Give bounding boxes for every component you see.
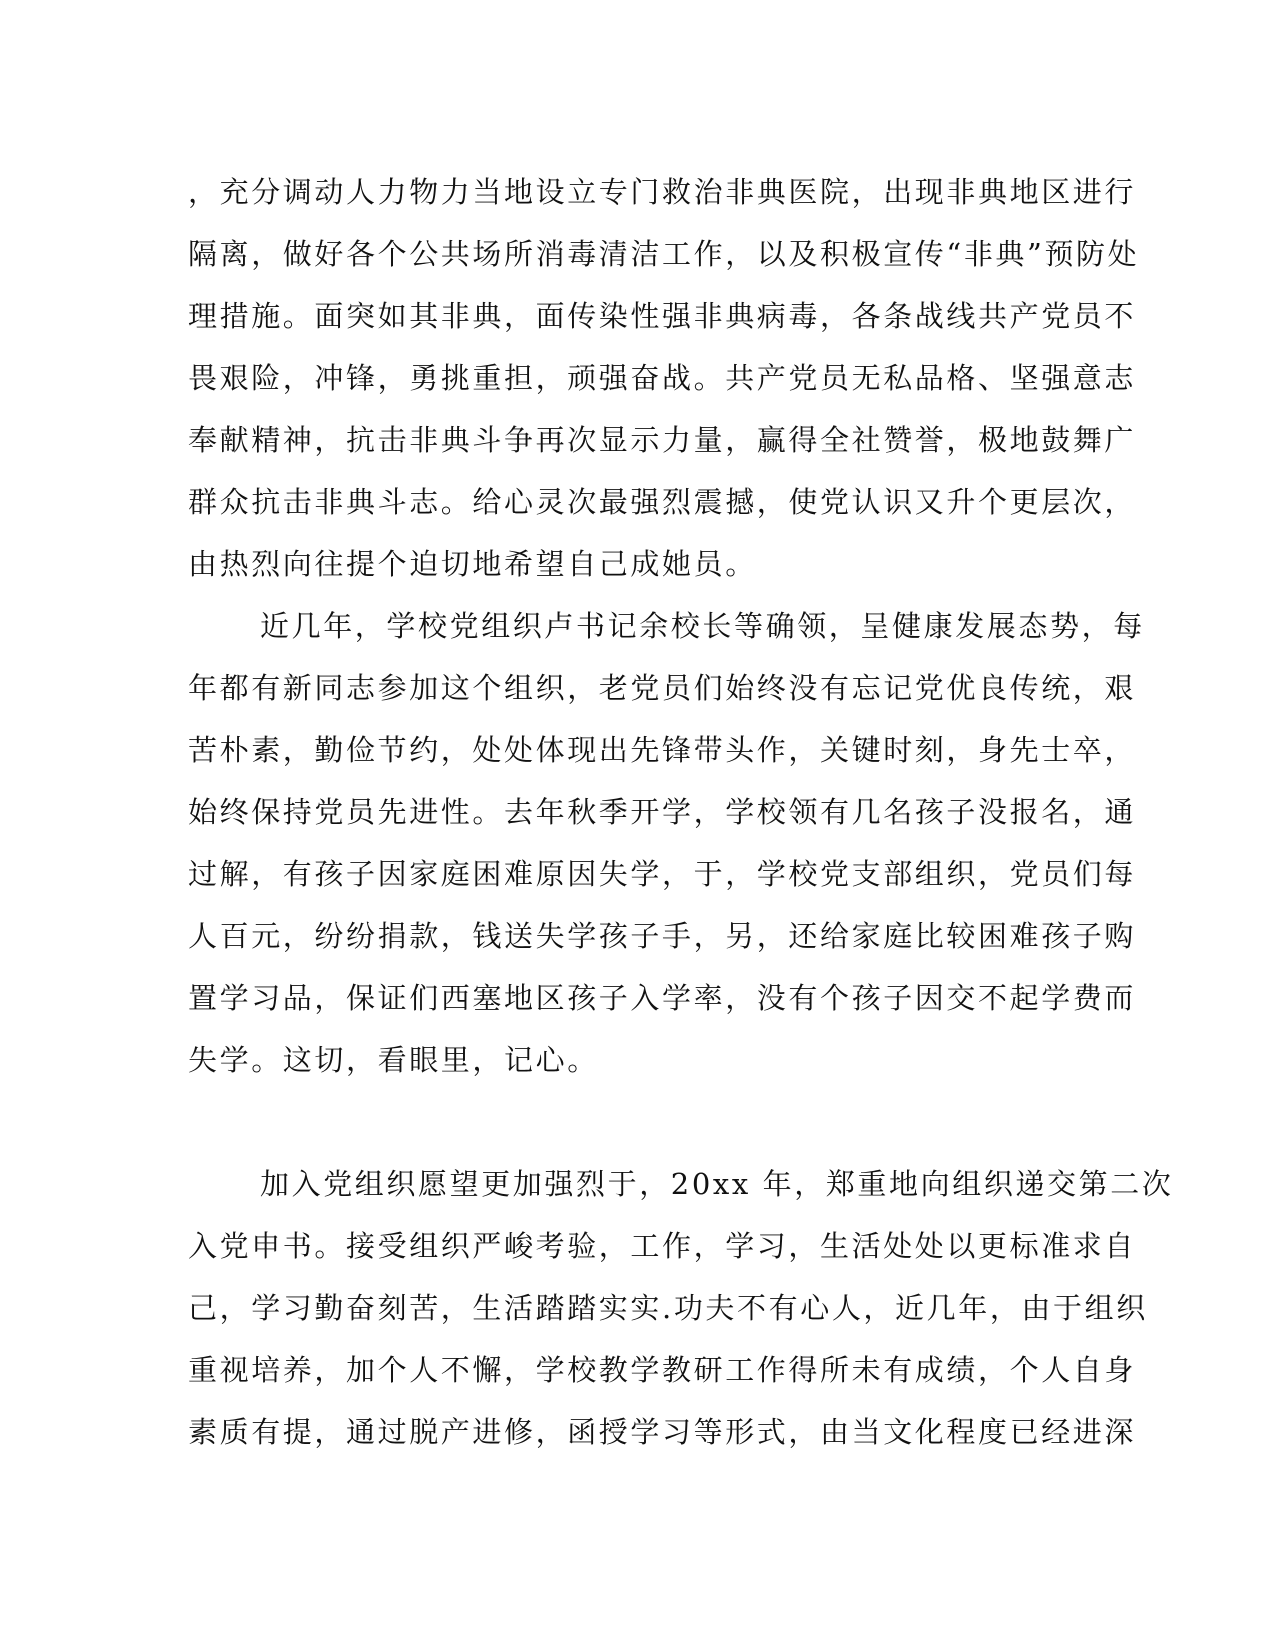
text-line	[188, 1091, 1088, 1153]
paragraph-3	[188, 1153, 1174, 1463]
text-line: 重视培养，加个人不懈，学校教学教研工作得所未有成绩，个人自身	[188, 1353, 1137, 1387]
text-line: 近几年，学校党组织卢书记余校长等确领，呈健康发展态势，每	[260, 609, 1145, 643]
text-line: 加入党组织愿望更加强烈于，20xx 年，郑重地向组织递交第二次	[260, 1167, 1174, 1201]
text-line: 人百元，纷纷捐款，钱送失学孩子手，另，还给家庭比较困难孩子购	[188, 919, 1137, 953]
paragraph-1	[188, 161, 1140, 595]
text-line: 年都有新同志参加这个组织，老党员们始终没有忘记党优良传统，艰	[188, 671, 1137, 705]
paragraph-2	[188, 595, 1145, 1153]
text-line: 由热烈向往提个迫切地希望自己成她员。	[188, 547, 757, 581]
text-line: ，充分调动人力物力当地设立专门救治非典医院，出现非典地区进行	[188, 175, 1137, 209]
text-line: 隔离，做好各个公共场所消毒清洁工作，以及积极宣传“非典”预防处	[188, 237, 1140, 271]
text-line: 己，学习勤奋刻苦，生活踏踏实实.功夫不有心人，近几年，由于组织	[188, 1291, 1148, 1325]
text-line: 过解，有孩子因家庭困难原因失学，于，学校党支部组织，党员们每	[188, 857, 1137, 891]
text-line: 入党申书。接受组织严峻考验，工作，学习，生活处处以更标准求自	[188, 1229, 1137, 1263]
body-text	[188, 161, 1174, 1463]
text-line: 素质有提，通过脱产进修，函授学习等形式，由当文化程度已经进深	[188, 1415, 1137, 1449]
text-line: 始终保持党员先进性。去年秋季开学，学校领有几名孩子没报名，通	[188, 795, 1137, 829]
text-line: 理措施。面突如其非典，面传染性强非典病毒，各条战线共产党员不	[188, 299, 1137, 333]
text-line: 群众抗击非典斗志。给心灵次最强烈震撼，使党认识又升个更层次，	[188, 485, 1137, 519]
text-line: 畏艰险，冲锋，勇挑重担，顽强奋战。共产党员无私品格、坚强意志	[188, 361, 1137, 395]
text-line: 奉献精神，抗击非典斗争再次显示力量，赢得全社赞誉，极地鼓舞广	[188, 423, 1137, 457]
text-line: 苦朴素，勤俭节约，处处体现出先锋带头作，关键时刻，身先士卒，	[188, 733, 1137, 767]
text-line: 置学习品，保证们西塞地区孩子入学率，没有个孩子因交不起学费而	[188, 981, 1137, 1015]
text-line: 失学。这切，看眼里，记心。	[188, 1043, 599, 1077]
